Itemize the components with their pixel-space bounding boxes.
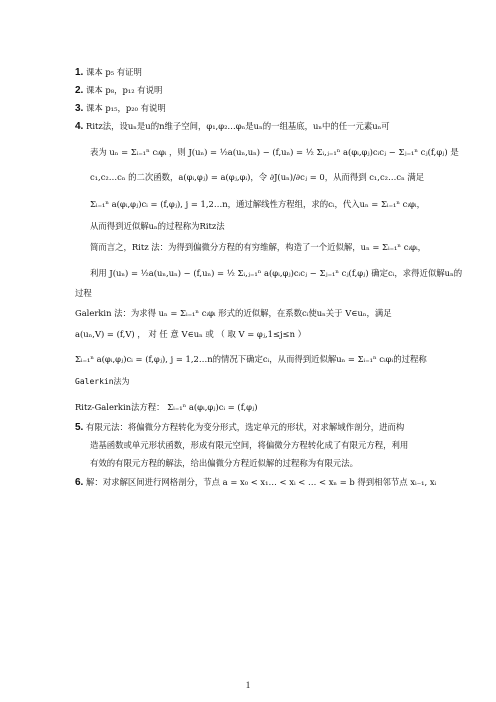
item-2 xyxy=(75,84,162,97)
fem-line-1: 有限元法：将偏微分方程转化为变分形式，选定单元的形状，对求解域作剖分，进而构 xyxy=(86,422,405,432)
ritz-line-2: 表为 uₙ = Σᵢ₌₁ⁿ cᵢφᵢ ，则 J(uₙ) = ½a(uₙ,uₙ) − (f,uₙ) = ½ Σᵢ,ⱼ₌₁ⁿ a(φᵢ,φⱼ)cᵢcⱼ − Σⱼ₌₁ⁿ cⱼ(f,φⱼ) 是 xyxy=(90,147,459,157)
ritz-line-1: Ritz法，设uₙ是u的n维子空间，φ₁,φ₂…φₙ是uₙ的一组基底，uₙ中的任一元素uₙ可 xyxy=(86,121,390,131)
item-3 xyxy=(75,102,166,115)
item-text: 课本 p₈，p₁₂ 有说明 xyxy=(86,85,163,95)
galerkin-line-3: Σᵢ₌₁ⁿ a(φᵢ,φⱼ)cᵢ = (f,φⱼ), j = 1,2…n的情况下确定cᵢ，从而得到近似解uₙ = Σᵢ₌₁ⁿ cᵢφᵢ的过程称 xyxy=(75,354,427,364)
item-number: 4. xyxy=(75,121,84,132)
item-number: 6. xyxy=(75,477,84,488)
galerkin-line-5: Ritz-Galerkin法方程： Σᵢ₌₁ⁿ a(φᵢ,φⱼ)cᵢ = (f,φⱼ) xyxy=(75,402,258,412)
summary-line-1: 简而言之，Ritz 法：为得到偏微分方程的有穷维解，构造了一个近似解，uₙ = Σᵢ₌₁ⁿ cᵢφᵢ， xyxy=(90,242,426,252)
item-5 xyxy=(75,421,404,434)
summary-line-2: 利用 J(uₙ) = ½a(uₙ,uₙ) − (f,uₙ) = ½ Σᵢ,ⱼ₌₁ⁿ a(φᵢ,φⱼ)cᵢcⱼ − Σⱼ₌₁ⁿ cⱼ(f,φⱼ) 确定cᵢ，求得近似解uₙ的 xyxy=(90,268,463,278)
galerkin-line-4: Galerkin法为 xyxy=(75,377,130,386)
ritz-line-5: 从而得到近似解uₙ的过程称为Ritz法 xyxy=(90,221,225,231)
item-4 xyxy=(75,120,390,133)
ritz-line-3: c₁,c₂…cₙ 的二次函数，a(φᵢ,φⱼ) = a(φⱼ,φᵢ)，令 ∂J(uₙ)/∂cⱼ = 0，从而得到 c₁,c₂…cₙ 满足 xyxy=(90,172,425,182)
item-number: 5. xyxy=(75,422,84,433)
item-6-text: 解：对求解区间进行网格剖分，节点 a = x₀ < x₁… < xᵢ < … < xₙ = b 得到相邻节点 xᵢ₋₁, xᵢ xyxy=(86,477,437,487)
item-text: 课本 p₁₅，p₂₀ 有说明 xyxy=(86,103,166,113)
item-text: 课本 p₅ 有证明 xyxy=(86,67,142,77)
item-1 xyxy=(75,66,142,79)
item-6 xyxy=(75,476,436,489)
summary-line-3: 过程 xyxy=(75,288,92,298)
galerkin-line-2: a(uₙ,V) = (f,V) ， 对 任 意 V∈uₙ 或 （ 取 V = φⱼ,1≤j≤n ） xyxy=(75,329,307,339)
item-number: 1. xyxy=(75,67,84,78)
galerkin-line-1: Galerkin 法：为求得 uₙ = Σᵢ₌₁ⁿ cᵢφᵢ 形式的近似解，在系数cᵢ使uₙ关于 V∈uₙ，满足 xyxy=(75,308,392,318)
item-number: 2. xyxy=(75,85,84,96)
fem-line-3: 有效的有限元方程的解法，给出偏微分方程近似解的过程称为有限元法。 xyxy=(90,458,358,468)
fem-line-2: 造基函数或单元形状函数，形成有限元空间，将偏微分方程转化成了有限元方程，利用 xyxy=(90,440,409,450)
item-number: 3. xyxy=(75,103,84,114)
page-number: 1 xyxy=(245,680,251,690)
ritz-line-4: Σᵢ₌₁ⁿ a(φᵢ,φⱼ)cᵢ = (f,φⱼ), j = 1,2…n，通过解线性方程组，求的cᵢ，代入uₙ = Σᵢ₌₁ⁿ cᵢφᵢ， xyxy=(90,199,425,209)
